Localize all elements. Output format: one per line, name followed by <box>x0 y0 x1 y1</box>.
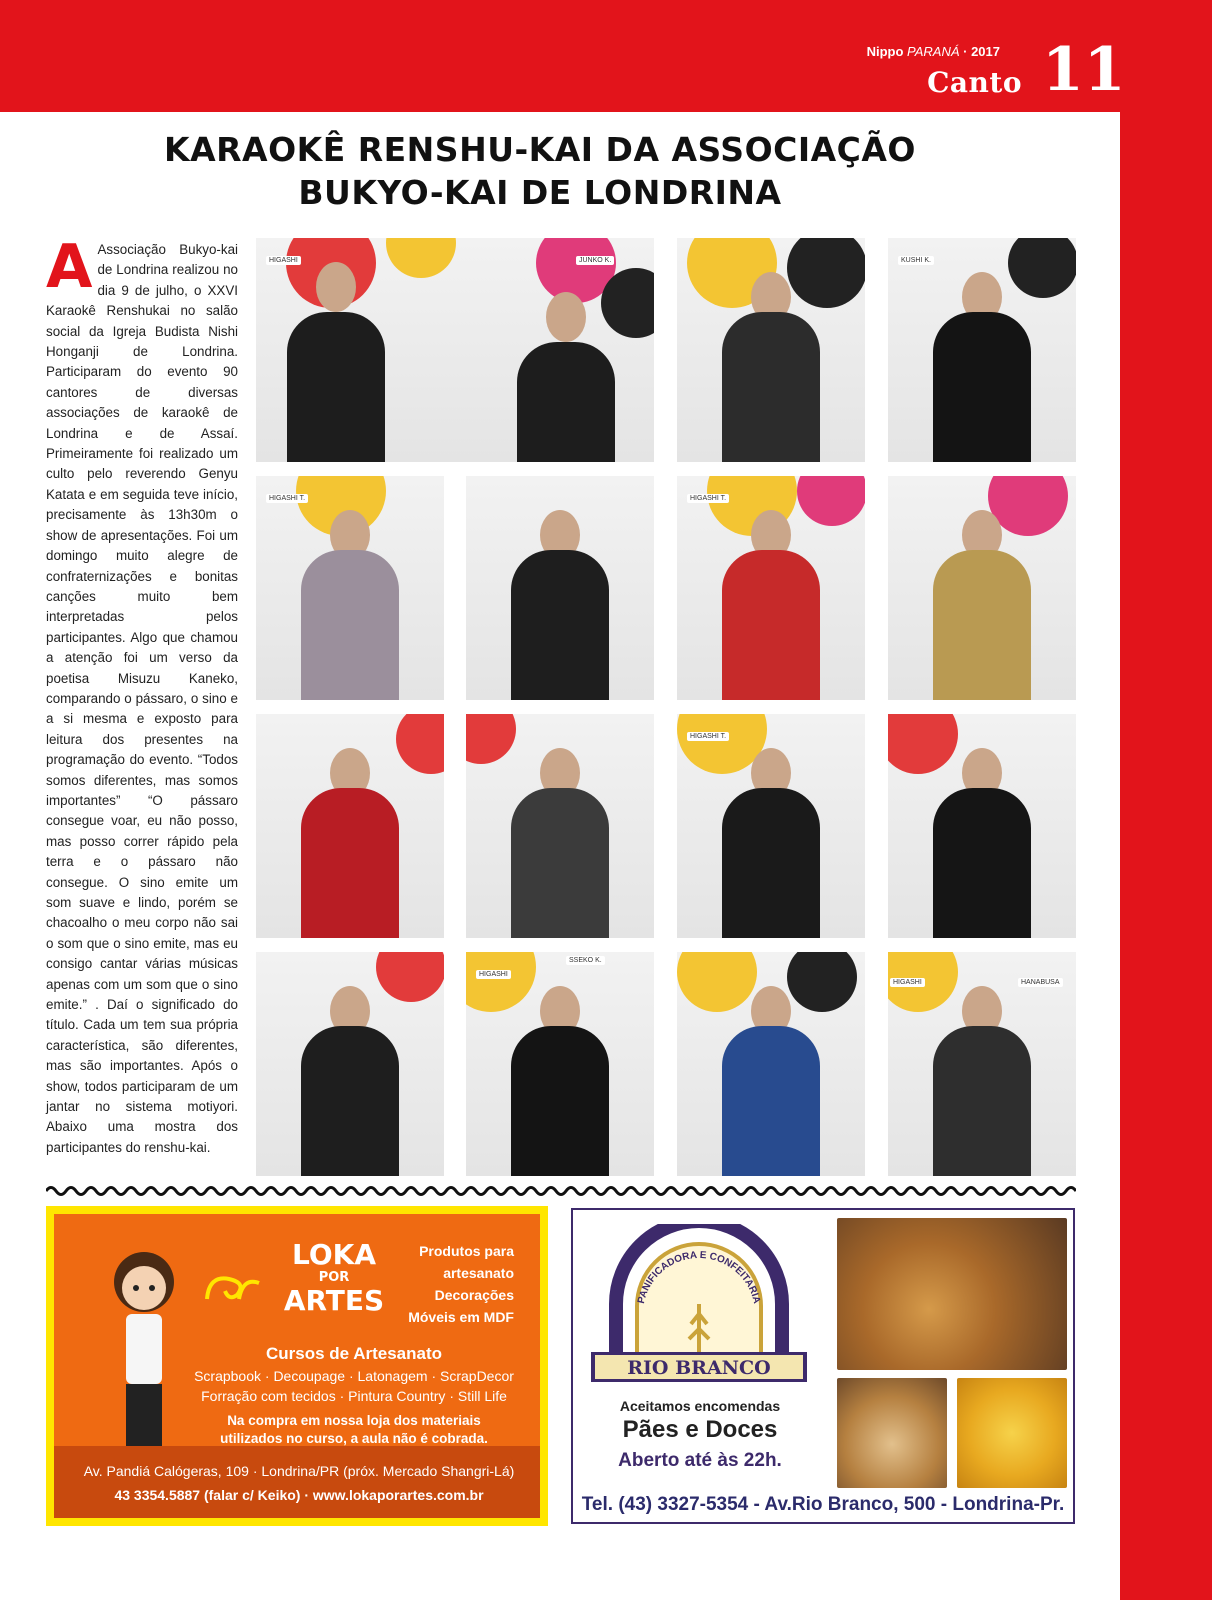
hours-text: Aberto até às 22h. <box>618 1450 782 1471</box>
photo-tag: JUNKO K. <box>576 256 614 265</box>
article-headline: KARAOKÊ RENSHU-KAI DA ASSOCIAÇÃO BUKYO-KAI DE LONDRINA <box>164 130 916 212</box>
products-text: Pães e Doces <box>622 1416 778 1443</box>
photo-singer <box>677 714 865 938</box>
loka-contact: 43 3354.5887 (falar c/ Keiko) · www.lokaporartes.com.br <box>114 1487 484 1503</box>
photo-tag: HIGASHI <box>890 978 925 987</box>
loka-logo: LOKA POR ARTES <box>283 1238 385 1317</box>
photo-singer <box>888 238 1076 462</box>
swirl-icon <box>199 1269 269 1307</box>
photo-singer <box>256 952 444 1176</box>
cake-photo <box>837 1378 947 1488</box>
photo-singer <box>888 714 1076 938</box>
photo-singer <box>888 476 1076 700</box>
bakery-name: RIO BRANCO <box>627 1357 771 1379</box>
article-body: A Associação Bukyo-kai de Londrina realizou no dia 9 de julho, o XXVI Karaokê Renshukai no salão social da Igreja Budista Nishi Honganji de Londrina. Participaram do evento 90 cantores de diversas associações de karaokê de Londrina e de Assaí. Primeiramente foi realizado um culto pelo reverendo Genyu Katata e em seguida teve início, precisamente às 13h30m o show de apresentações. Foi um domingo muito alegre de confraternizações e bonitas canções muito bem interpretadas pelos participantes. Algo que chamou a atenção foi um verso da poetisa Misuzu Kaneko, comparando o pássaro, o sino e a si mesma e exposto para leitura dos presentes na programação do evento. “Todos somos diferentes, mas somos importantes” “O pássaro consegue voar, eu não posso, mas posso correr rápido pela terra e o pássaro não consegue. O sino emite um som suave e lindo, porém se chacoalho o meu corpo não sai o som que o sino emite, mas eu consigo cantar várias músicas apenas com um som que o sino emite.” . Daí o significado do título. Cada um tem sua própria característica, são diferentes, mas são importantes. Após o show, todos participaram de um jantar no sistema motiyori. Abaixo uma mostra dos participantes do renshu-kai. <box>46 232 238 1155</box>
photo-tag: KUSHI K. <box>898 256 934 265</box>
publication-brand: Nippo PARANÁ · 2017 <box>866 44 1000 59</box>
contact-phone: Tel. (43) 3327-5354 - Av.Rio Branco, 500 - Londrina-Pr. <box>581 1494 1065 1515</box>
photo-tag: HIGASHI T. <box>266 494 308 503</box>
sweets-photo <box>957 1378 1067 1488</box>
photo-singer <box>466 714 654 938</box>
arc-text: PANIFICADORA E CONFEITARIA <box>636 1249 762 1305</box>
photo-singer <box>466 952 654 1176</box>
loka-footer <box>54 1446 540 1518</box>
photo-singer <box>888 952 1076 1176</box>
rio-branco-logo <box>581 1224 817 1394</box>
drop-cap: A <box>46 232 93 302</box>
photo-singer <box>677 952 865 1176</box>
photo-singer <box>256 476 444 700</box>
header-band <box>0 0 1212 112</box>
right-margin-band <box>1120 0 1212 1600</box>
photo-tag: HIGASHI T. <box>687 732 729 741</box>
photo-singer <box>677 238 865 462</box>
photo-singer <box>466 476 654 700</box>
photo-tag: HIGASHI <box>476 970 511 979</box>
section-title: Canto <box>927 66 1022 99</box>
order-text: Aceitamos encomendas <box>619 1398 781 1414</box>
photo-tag: HIGASHI <box>266 256 301 265</box>
loka-courses: Cursos de Artesanato Scrapbook · Decoupage · Latonagem · ScrapDecor Forração com tecidos · Pintura Country · Still Life Na compra em nossa loja dos materiais utilizados no curso, a aula não é cobrada. <box>194 1344 514 1446</box>
loka-address: Av. Pandiá Calógeras, 109 · Londrina/PR (próx. Mercado Shangri-Lá) <box>83 1463 515 1479</box>
ad-loka-por-artes <box>46 1206 548 1526</box>
photo-singer <box>677 476 865 700</box>
loka-products: Produtos para artesanato Decorações Móveis em MDF <box>408 1243 514 1325</box>
bread-photo <box>837 1218 1067 1370</box>
wavy-divider <box>46 1184 1076 1198</box>
photo-tag: SSEKO K. <box>566 956 605 965</box>
page-number: 11 <box>1042 35 1126 105</box>
photo-tag: HIGASHI T. <box>687 494 729 503</box>
photo-tag: HANABUSA <box>1018 978 1063 987</box>
ad-rio-branco <box>571 1208 1075 1524</box>
photo-opening-speakers <box>256 238 654 462</box>
photo-singer <box>256 714 444 938</box>
